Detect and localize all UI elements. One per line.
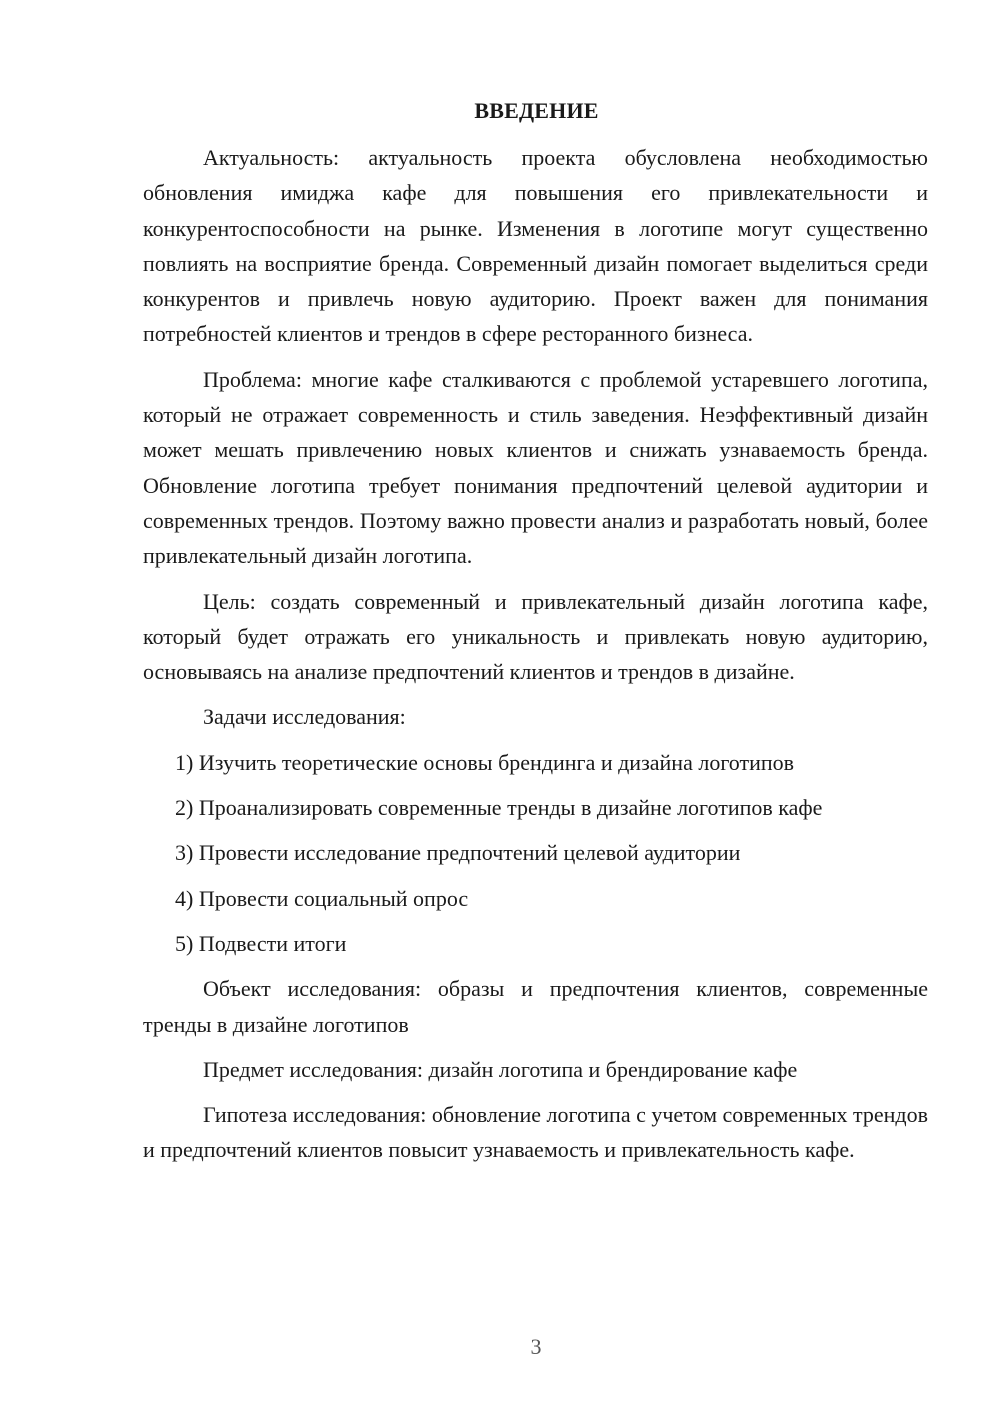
paragraph-subject: Предмет исследования: дизайн логотипа и брендирование кафе <box>203 1056 798 1082</box>
tasks-list <box>143 745 928 961</box>
paragraph-problem: Проблема: многие кафе сталкиваются с проблемой устаревшего логотипа, который не отражает современность и стиль заведения. Неэффективный дизайн может мешать привлечению новых клиентов и снижать узнаваемость бренда. Обновление логотипа требует понимания предпочтений целевой аудитории и современных трендов. Поэтому важно провести анализ и разработать новый, более привлекательный дизайн логотипа. <box>143 366 928 569</box>
list-item: 4) Провести социальный опрос <box>175 885 469 911</box>
paragraph-object: Объект исследования: образы и предпочтения клиентов, современные тренды в дизайне логотипов <box>143 976 928 1037</box>
tasks-label: Задачи исследования: <box>203 704 406 730</box>
list-item: 3) Провести исследование предпочтений целевой аудитории <box>175 840 741 866</box>
list-item: 5) Подвести итоги <box>175 930 347 956</box>
page-content <box>143 96 928 1168</box>
list-item: 1) Изучить теоретические основы брендинга и дизайна логотипов <box>175 749 795 775</box>
list-item: 2) Проанализировать современные тренды в дизайне логотипов кафе <box>175 795 823 821</box>
page-number: 3 <box>530 1334 542 1359</box>
paragraph-goal: Цель: создать современный и привлекательный дизайн логотипа кафе, который будет отражать его уникальность и привлекать новую аудиторию, основываясь на анализе предпочтений клиентов и трендов в дизайне. <box>143 588 928 685</box>
page-title: ВВЕДЕНИЕ <box>474 98 599 123</box>
paragraph-hypothesis: Гипотеза исследования: обновление логотипа с учетом современных трендов и предпочтений клиентов повысит узнаваемость и привлекательность кафе. <box>143 1102 928 1163</box>
paragraph-relevance: Актуальность: актуальность проекта обусловлена необходимостью обновления имиджа кафе для повышения его привлекательности и конкурентоспособности на рынке. Изменения в логотипе могут существенно повлиять на восприятие бренда. Современный дизайн помогает выделиться среди конкурентов и привлечь новую аудиторию. Проект важен для понимания потребностей клиентов и трендов в сфере ресторанного бизнеса. <box>143 145 928 347</box>
